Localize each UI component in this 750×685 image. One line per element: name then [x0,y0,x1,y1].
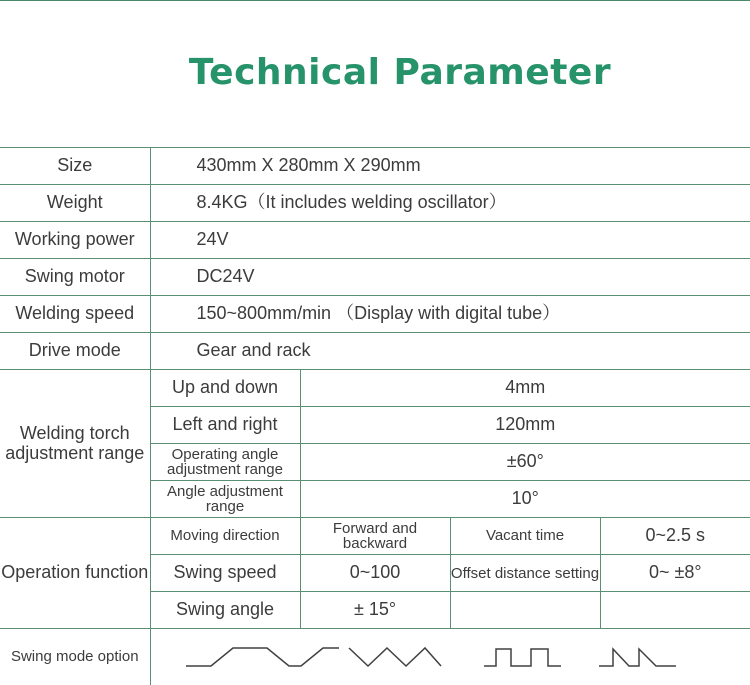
row-value-welding-speed: 150~800mm/min （Display with digital tube） [150,296,750,333]
offset-distance-label: Offset distance setting [450,555,600,592]
row-label-swing-motor: Swing motor [0,259,150,296]
row-label-working-power: Working power [0,222,150,259]
row-value-size: 430mm X 280mm X 290mm [150,148,750,185]
row-value-swing-motor: DC24V [150,259,750,296]
torch-sub-label: Left and right [150,407,300,444]
torch-sub-label: Angle adjustment range [150,481,300,518]
swing-angle-label: Swing angle [150,592,300,629]
torch-sub-value: 120mm [300,407,750,444]
table-row [0,296,750,333]
torch-range-label: Welding torch adjustment range [0,370,150,518]
table-row [0,148,750,185]
torch-sub-label: Up and down [150,370,300,407]
row-value-drive-mode: Gear and rack [150,333,750,370]
torch-sub-value: ±60° [300,444,750,481]
row-value-working-power: 24V [150,222,750,259]
row-label-size: Size [0,148,150,185]
torch-sub-label: Operating angle adjustment range [150,444,300,481]
trapezoid-wave-icon [186,648,339,666]
row-value-weight: 8.4KG（It includes welding oscillator） [150,185,750,222]
table-row [0,259,750,296]
torch-sub-value: 10° [300,481,750,518]
table-row [0,518,750,555]
empty-cell [600,592,750,629]
swing-mode-icons [150,629,750,685]
table-row [0,185,750,222]
vacant-time-label: Vacant time [450,518,600,555]
top-border-line [0,0,750,1]
vacant-time-value: 0~2.5 s [600,518,750,555]
swing-speed-value: 0~100 [300,555,450,592]
table-row [0,629,750,685]
row-label-weight: Weight [0,185,150,222]
row-label-drive-mode: Drive mode [0,333,150,370]
square-wave-icon [484,649,561,666]
table-row [0,222,750,259]
operation-function-label: Operation function [0,518,150,629]
torch-sub-value: 4mm [300,370,750,407]
sawtooth-wave-icon [599,649,676,666]
moving-direction-value: Forward and backward [300,518,450,555]
empty-cell [450,592,600,629]
row-label-welding-speed: Welding speed [0,296,150,333]
swing-mode-label: Swing mode option [0,629,150,685]
offset-distance-value: 0~ ±8° [600,555,750,592]
table-row [0,333,750,370]
moving-direction-label: Moving direction [150,518,300,555]
swing-angle-value: ± 15° [300,592,450,629]
triangle-wave-icon [349,648,441,666]
table-row [0,370,750,407]
parameter-table [0,147,750,685]
page-title: Technical Parameter [0,52,750,93]
swing-mode-waves [151,642,750,672]
swing-speed-label: Swing speed [150,555,300,592]
